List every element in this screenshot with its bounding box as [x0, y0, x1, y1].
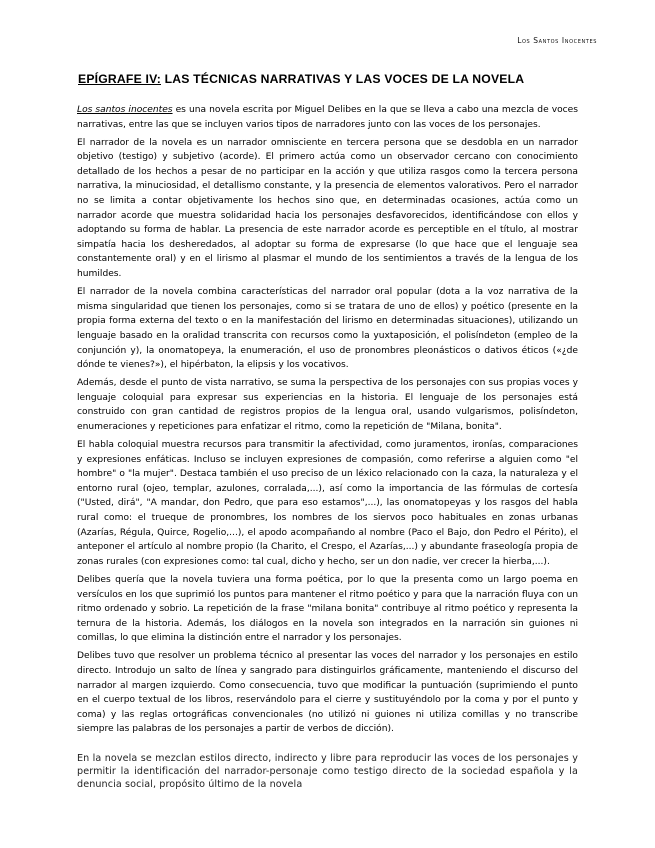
paragraph-oral-narrator: El narrador de la novela combina características del narrador oral popular (dota a la voz narrativa de la misma singularidad que tienen los personajes, como si se tratara de uno de ellos) y poético (presente en la propia forma externa del texto o en la manifestación del lirismo en determinadas situaciones), utilizando un lenguaje basado en la oralidad transcrita con recursos como la yuxtaposición, el polisíndeton (empleo de la conjunción y), la onomatopeya, la enumeración, el uso de pronombres pleonásticos o dativos éticos («¿de dónde te vienes?»), el hipérbaton, la elipsis y los vocativos. — [77, 287, 578, 371]
running-header: Los Santos Inocentes — [517, 36, 597, 45]
paragraph-direct-style: Delibes tuvo que resolver un problema técnico al presentar las voces del narrador y los personajes en estilo directo. Introdujo un salto de línea y sangrado para distinguirlos gráficamente, manteniendo el discurso del narrador al margen izquierdo. Como consecuencia, tuvo que modificar la puntuación (suprimiendo el punto en el cuerpo textual de los libros, reservándolo para el cierre y sustituyéndolo por la coma y por el punto y coma) y las reglas ortográficas convencionales (no utilizó ni guiones ni utiliza comillas y no transcribe siempre las palabras de los personajes a partir de verbos de dicción). — [77, 651, 578, 735]
paragraph-characters: Además, desde el punto de vista narrativo, se suma la perspectiva de los personajes con sus propias voces y lenguaje coloquial para expresar sus experiencias en la historia. El lenguaje de los personajes está construido con gran cantidad de registros propios de la lengua oral, usando vulgarismos, polisíndeton, enumeraciones y repeticiones para enfatizar el ritmo, como la repetición de "Milana, bonita". — [77, 378, 578, 432]
book-title: Los santos inocentes — [77, 105, 173, 115]
body-text — [77, 103, 578, 740]
paragraph-colloquial: El habla coloquial muestra recursos para transmitir la afectividad, como juramentos, ironías, comparaciones y expresiones enfáticas. Incluso se incluyen expresiones de compasión, como referirse a alguien como "el hombre" o "la mujer". Destaca también el uso preciso de un léxico relacionado con la caza, la naturaleza y el entorno rural (ojeo, templar, azulones, corralada,...), así como la importancia de las fórmulas de cortesía ("Usted, dirá", "A mandar, don Pedro, que para eso estamos",...), las onomatopeyas y los rasgos del habla rural como: el trueque de pronombres, los nombres de los siervos poco habituales en zonas urbanas (Azarías, Régula, Quirce, Rogelio,...), el apodo acompañando al nombre (Paco el Bajo, don Pedro el Périto), el anteponer el artículo al nombre propio (la Charito, el Crespo, el Azarías,...) y abundante fraseología propia de zonas rurales (con expresiones como: tal cual, dicho y hecho, ser un don nadie, ver crecer la hierba,...). — [77, 440, 578, 567]
paragraph-intro — [77, 103, 578, 132]
paragraph-intro-text: es una novela escrita por Miguel Delibes en la que se lleva a cabo una mezcla de voces narrativas, entre las que se incluyen varios tipos de narradores junto con las voces de los personajes. — [77, 105, 578, 130]
paragraph-narrator: El narrador de la novela es un narrador omnisciente en tercera persona que se desdobla en un narrador objetivo (testigo) y subjetivo (acorde). El primero actúa como un observador cercano con conocimiento detallado de los hechos a pesar de no participar en la acción y que utiliza rasgos como la tercera persona narrativa, la minuciosidad, el detallismo constante, y la presencia de elementos valorativos. Pero el narrador no se limita a contar objetivamente los hechos sino que, en determinadas ocasiones, actúa como un narrador acorde que muestra solidaridad hacia los personajes desfavorecidos, identificándose con ellos y adoptando su forma de hablar. La presencia de este narrador acorde es perceptible en el título, al mostrar simpatía hacia los desheredados, al adoptar su forma de expresarse (lo que hace que el lenguaje sea constantemente oral) y en el lirismo al plasmar el mundo de los sentimientos a través de la lengua de los humildes. — [77, 137, 578, 280]
section-heading — [78, 72, 598, 86]
heading-title: LAS TÉCNICAS NARRATIVAS Y LAS VOCES DE LA NOVELA — [161, 72, 525, 86]
paragraph-closing: En la novela se mezclan estilos directo, indirecto y libre para reproducir las voces de los personajes y permitir la identificación del narrador-personaje como testigo directo de la sociedad española y la denuncia social, propósito último de la novela — [77, 753, 578, 790]
heading-tag: EPÍGRAFE IV: — [78, 72, 161, 86]
paragraph-poetic-form: Delibes quería que la novela tuviera una forma poética, por lo que la presenta como un largo poema en versículos en los que suprimió los puntos para mantener el ritmo poético y para que la narración fluya con un ritmo ordenado y sobrio. La repetición de la frase "milana bonita" contribuye al ritmo poético y representa la ternura de la historia. Además, los diálogos en la novela son integrados en la narración sin guiones ni comillas, lo que elimina la distinción entre el narrador y los personajes. — [77, 574, 579, 644]
closing-block — [77, 753, 578, 791]
